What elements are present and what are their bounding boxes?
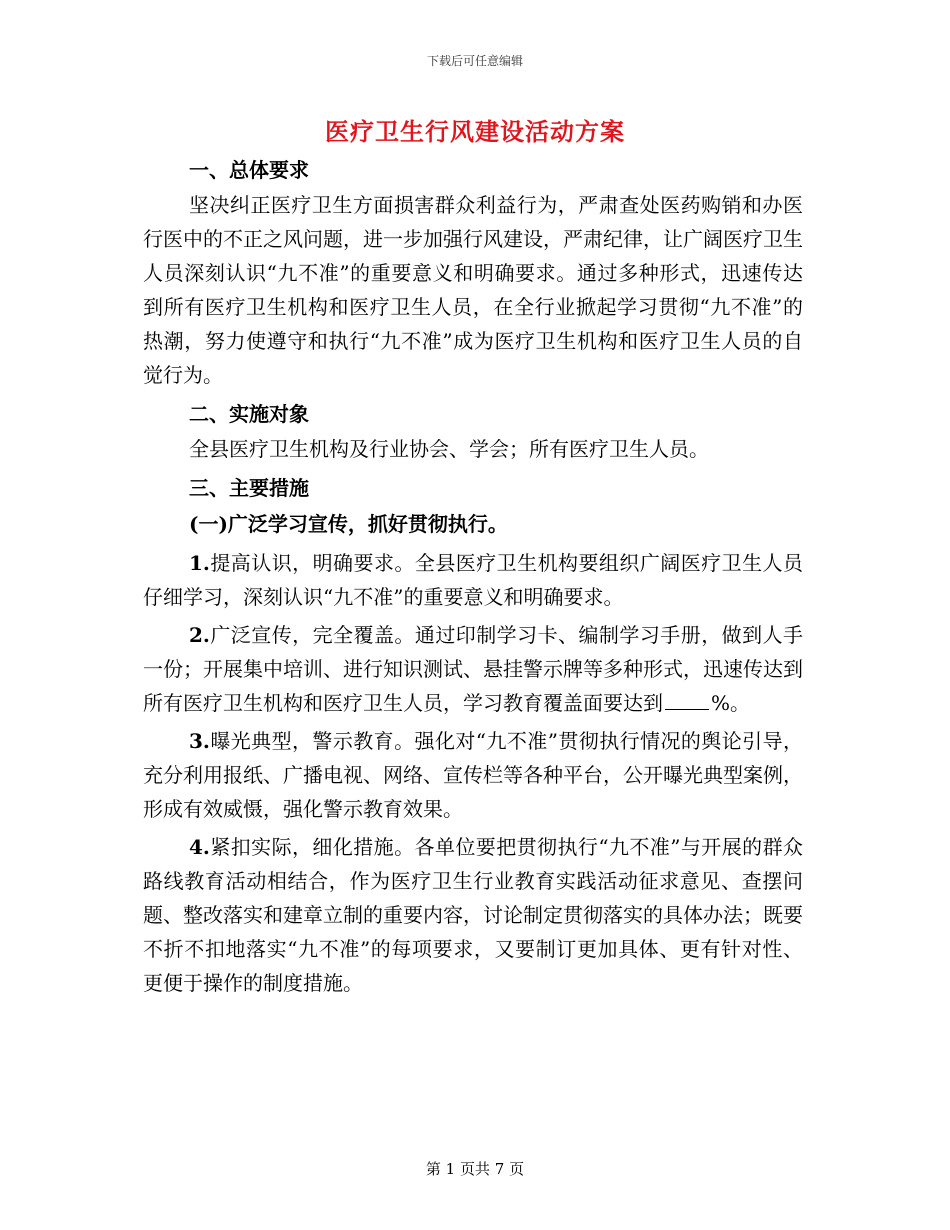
list-item-3 (143, 724, 803, 826)
list-item-number: 2. (189, 623, 210, 647)
list-item-text: 紧扣实际，细化措施。各单位要把贯彻执行“九不准”与开展的群众路线教育活动相结合，作为医疗卫生行业教育实践活动征求意见、查摆问题、整改落实和建章立制的重要内容，讨论制定贯彻落实的具体办法；既要不折不扣地落实“九不准”的每项要求，又要制订更加具体、更有针对性、更便于操作的制度措施。 (143, 835, 803, 995)
list-item-1 (143, 546, 803, 614)
list-item-text: 曝光典型，警示教育。强化对“九不准”贯彻执行情况的舆论引导，充分利用报纸、广播电视、网络、宣传栏等各种平台，公开曝光典型案例，形成有效威慑，强化警示教育效果。 (143, 729, 803, 821)
fill-in-blank (665, 689, 709, 710)
list-item-tail: %。 (711, 691, 751, 715)
section-heading-general-requirements: 一、总体要求 (189, 158, 309, 182)
list-item-number: 3. (189, 729, 210, 753)
page-footer: 第 1 页共 7 页 (425, 1160, 525, 1178)
list-item-text: 提高认识，明确要求。全县医疗卫生机构要组织广阔医疗卫生人员仔细学习，深刻认识“九不准”的重要意义和明确要求。 (143, 551, 803, 609)
section-heading-main-measures: 三、主要措施 (189, 476, 309, 500)
header-note: 下载后可任意编辑 (426, 54, 523, 68)
section-heading-implementation-target: 二、实施对象 (189, 402, 309, 426)
subsection-heading-study-promotion: (一)广泛学习宣传，抓好贯彻执行。 (189, 512, 508, 536)
list-item-text: 广泛宣传，完全覆盖。通过印制学习卡、编制学习手册，做到人手一份；开展集中培训、进行知识测试、悬挂警示牌等多种形式，迅速传达到所有医疗卫生机构和医疗卫生人员，学习教育覆盖面要达到 (143, 623, 803, 715)
list-item-2 (143, 618, 803, 720)
document-body (143, 152, 803, 1000)
section-paragraph-general-requirements: 坚决纠正医疗卫生方面损害群众利益行为，严肃查处医药购销和办医行医中的不正之风问题，进一步加强行风建设，严肃纪律，让广阔医疗卫生人员深刻认识“九不准”的重要意义和明确要求。通过多种形式，迅速传达到所有医疗卫生机构和医疗卫生人员，在全行业掀起学习贯彻“九不准”的热潮，努力使遵守和执行“九不准”成为医疗卫生机构和医疗卫生人员的自觉行为。 (143, 193, 803, 387)
list-item-number: 4. (189, 835, 210, 859)
list-item-4 (143, 830, 803, 1000)
list-item-number: 1. (189, 551, 210, 575)
section-paragraph-implementation-target: 全县医疗卫生机构及行业协会、学会；所有医疗卫生人员。 (189, 437, 709, 461)
document-title: 医疗卫生行风建设活动方案 (325, 117, 625, 146)
